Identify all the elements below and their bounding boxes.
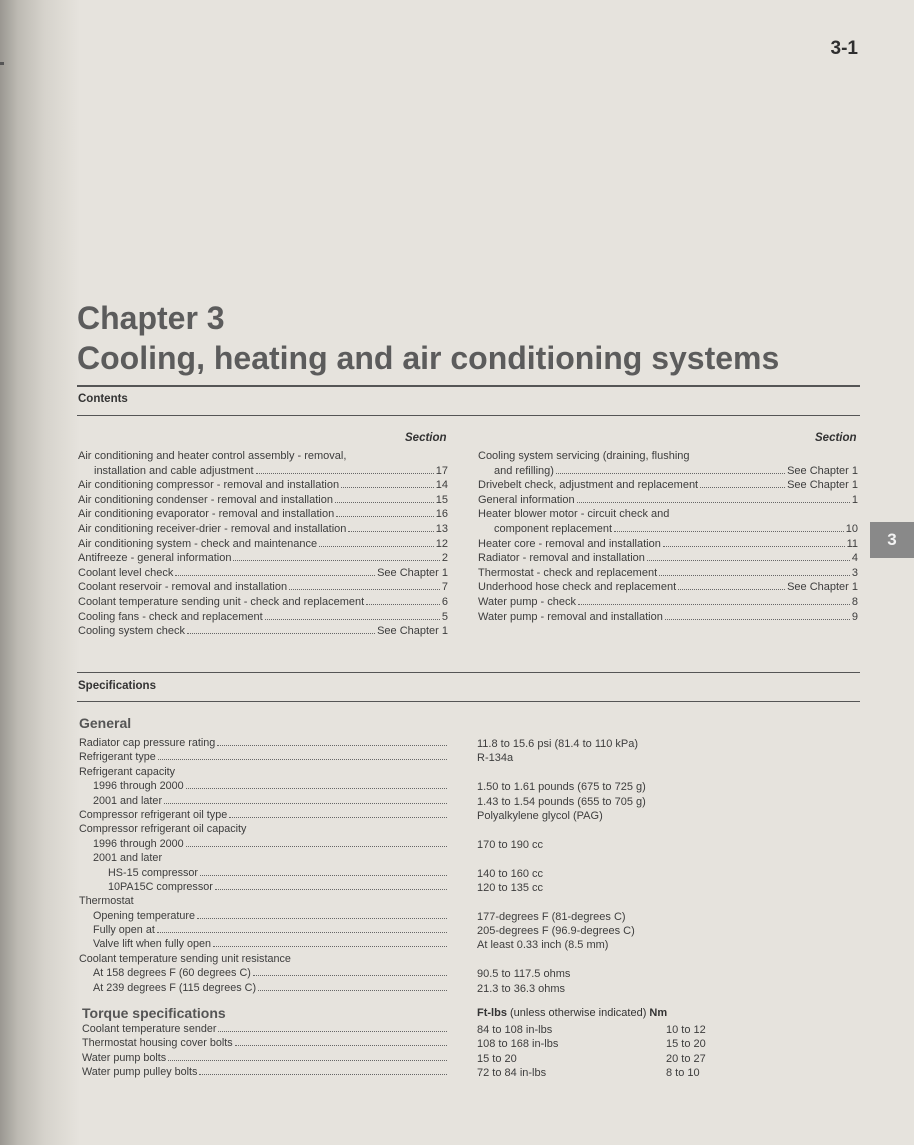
dot-leader [229, 817, 447, 818]
spec-label: HS-15 compressor [108, 866, 199, 879]
dot-leader [659, 575, 850, 576]
toc-entry-section: 11 [846, 537, 858, 550]
spec-value: 11.8 to 15.6 psi (81.4 to 110 kPa) [477, 738, 639, 750]
spec-label: Thermostat [79, 895, 134, 908]
general-spec-values [477, 737, 646, 996]
spec-label: 1996 through 2000 [93, 837, 184, 850]
spec-row [79, 982, 449, 996]
dot-leader [213, 946, 447, 947]
toc-entry-section: 5 [441, 610, 448, 623]
toc-entry-title: Cooling fans - check and replacement [78, 610, 263, 623]
dot-leader [175, 575, 375, 576]
torque-units-nm: Nm [649, 1007, 668, 1019]
page-number: 3-1 [830, 38, 858, 59]
spec-value: 1.43 to 1.54 pounds (655 to 705 g) [477, 795, 646, 808]
right-section-heading: Section [815, 432, 857, 444]
dot-leader [678, 589, 785, 590]
dot-leader [157, 932, 447, 933]
spec-label: 10PA15C compressor [108, 880, 213, 893]
torque-label: Thermostat housing cover bolts [82, 1037, 233, 1050]
toc-entry [78, 595, 448, 610]
spec-label: Fully open at [93, 924, 155, 937]
toc-entry [78, 624, 448, 639]
spec-label: 2001 and later [93, 794, 163, 807]
toc-entry [478, 566, 858, 581]
spec-row [79, 924, 449, 938]
spec-value [477, 766, 646, 780]
torque-label: Coolant temperature sender [82, 1023, 217, 1035]
page-spine-shadow [0, 0, 80, 1145]
spec-row [79, 852, 449, 866]
toc-entry-title: component replacement [494, 522, 613, 535]
dot-leader [217, 745, 447, 746]
spec-label: Coolant temperature sending unit resistance [79, 952, 291, 965]
toc-entry-section: 6 [441, 595, 448, 608]
spec-value: 177-degrees F (81-degrees C) [477, 910, 626, 923]
toc-entry-section: See Chapter 1 [787, 581, 858, 594]
torque-nm: 10 to 12 [666, 1024, 706, 1036]
toc-entry [478, 449, 858, 464]
dot-leader [289, 589, 440, 590]
dot-leader [253, 975, 447, 976]
dot-leader [164, 803, 447, 804]
toc-entry [78, 507, 448, 522]
title-rule [77, 385, 860, 387]
toc-entry-section: 13 [435, 522, 448, 535]
spec-value: R-134a [477, 752, 514, 765]
spec-row [79, 823, 449, 837]
torque-value-row [477, 1052, 706, 1066]
toc-entry [78, 464, 448, 479]
spec-row [79, 737, 449, 751]
toc-entry-title: Drivebelt check, adjustment and replacement [478, 479, 699, 492]
dot-leader [578, 604, 850, 605]
torque-ftlbs: 15 to 20 [477, 1052, 517, 1065]
toc-entry-section: 2 [441, 552, 448, 565]
torque-heading: Torque specifications [82, 1005, 226, 1021]
toc-entry [478, 537, 858, 552]
dot-leader [168, 1060, 447, 1061]
contents-right-column [478, 449, 858, 624]
dot-leader [256, 473, 434, 474]
spec-row [79, 910, 449, 924]
spec-label: Refrigerant capacity [79, 765, 176, 778]
toc-entry [78, 580, 448, 595]
toc-entry-section: 15 [435, 493, 448, 506]
toc-entry [78, 493, 448, 508]
dot-leader [665, 619, 850, 620]
spec-value: 140 to 160 cc [477, 867, 544, 880]
spec-label: Valve lift when fully open [93, 938, 212, 951]
spec-row [79, 751, 449, 765]
spec-label: Compressor refrigerant oil type [79, 808, 228, 821]
toc-entry-section: 16 [435, 508, 448, 521]
torque-row [82, 1052, 449, 1066]
contents-label: Contents [78, 393, 128, 405]
toc-entry-section: See Chapter 1 [377, 625, 448, 638]
toc-entry-title: Thermostat - check and replacement [478, 566, 658, 579]
toc-entry [478, 478, 858, 493]
dot-leader [186, 788, 447, 789]
toc-entry-section: 9 [851, 610, 858, 623]
toc-entry [478, 522, 858, 537]
toc-entry-section: See Chapter 1 [787, 464, 858, 477]
torque-value-row [477, 1023, 706, 1037]
spec-value [477, 953, 646, 967]
toc-entry-title: General information [478, 493, 575, 506]
toc-entry-section: 10 [845, 522, 858, 535]
dot-leader [186, 846, 447, 847]
spec-label: At 158 degrees F (60 degrees C) [93, 967, 251, 980]
spec-row [79, 867, 449, 881]
spec-row [79, 881, 449, 895]
general-spec-labels [79, 737, 449, 996]
specifications-rule-bottom [77, 701, 860, 702]
dot-leader [215, 889, 447, 890]
toc-entry-section: 17 [435, 464, 448, 477]
dot-leader [556, 473, 785, 474]
spec-row [79, 967, 449, 981]
spec-row [79, 795, 449, 809]
toc-entry-title: Cooling system check [78, 625, 185, 638]
toc-entry-section: See Chapter 1 [377, 566, 448, 579]
torque-units-ftlbs: Ft-lbs [477, 1007, 507, 1019]
torque-ftlbs: 84 to 108 in-lbs [477, 1024, 553, 1036]
spec-value: 120 to 135 cc [477, 881, 544, 894]
toc-entry-title: Water pump - check [478, 595, 577, 608]
left-section-heading: Section [405, 432, 447, 444]
toc-entry [478, 595, 858, 610]
toc-entry-title: and refilling) [494, 464, 554, 477]
spec-value: 205-degrees F (96.9-degrees C) [477, 925, 635, 938]
toc-entry-section: 14 [435, 479, 448, 492]
dot-leader [341, 487, 434, 488]
torque-ftlbs: 108 to 168 in-lbs [477, 1038, 559, 1051]
chapter-number-heading: Chapter 3 [77, 300, 225, 336]
toc-entry-title: Underhood hose check and replacement [478, 581, 677, 594]
toc-entry-title: Coolant temperature sending unit - check and replacement [78, 595, 365, 608]
contents-left-column [78, 449, 448, 639]
toc-entry [478, 493, 858, 508]
dot-leader [265, 619, 440, 620]
toc-entry-title: Air conditioning compressor - removal and installation [78, 479, 340, 492]
torque-spec-values [477, 1023, 706, 1081]
toc-entry-title: Heater core - removal and installation [478, 537, 661, 550]
dot-leader [335, 502, 434, 503]
spec-label: Compressor refrigerant oil capacity [79, 823, 247, 836]
toc-entry-title: Water pump - removal and installation [478, 610, 663, 623]
spec-value: 1.50 to 1.61 pounds (675 to 725 g) [477, 781, 646, 794]
spec-row [79, 938, 449, 952]
toc-entry [78, 537, 448, 552]
toc-entry-section: See Chapter 1 [787, 479, 858, 492]
dot-leader [366, 604, 440, 605]
torque-units-header [477, 1007, 667, 1019]
toc-entry-section: 12 [435, 537, 448, 550]
torque-nm: 8 to 10 [666, 1067, 700, 1080]
spec-value: Polyalkylene glycol (PAG) [477, 809, 603, 822]
toc-entry-title: Air conditioning receiver-drier - removal and installation [78, 522, 347, 535]
spec-row [79, 838, 449, 852]
dot-leader [319, 546, 434, 547]
toc-entry-title: Coolant level check [78, 566, 174, 579]
torque-spec-labels [82, 1023, 449, 1081]
dot-leader [258, 990, 447, 991]
toc-entry-title: Air conditioning evaporator - removal and installation [78, 508, 335, 521]
torque-value-row [477, 1037, 706, 1051]
dot-leader [199, 1074, 447, 1075]
spec-value: 21.3 to 36.3 ohms [477, 982, 566, 995]
toc-entry-title: Air conditioning condenser - removal and installation [78, 493, 333, 506]
toc-entry [78, 449, 448, 464]
dot-leader [187, 633, 375, 634]
specifications-label: Specifications [78, 680, 156, 692]
spec-value [477, 895, 646, 909]
spec-row [79, 895, 449, 909]
spec-label: Opening temperature [93, 909, 196, 922]
toc-entry-title: Coolant reservoir - removal and installation [78, 581, 288, 594]
torque-ftlbs: 72 to 84 in-lbs [477, 1067, 547, 1080]
toc-entry [78, 522, 448, 537]
torque-row [82, 1023, 449, 1037]
torque-row [82, 1066, 449, 1080]
toc-entry-title: Heater blower motor - circuit check and [478, 508, 670, 521]
spec-value: 90.5 to 117.5 ohms [477, 968, 571, 981]
spec-value: At least 0.33 inch (8.5 mm) [477, 939, 609, 952]
dot-leader [235, 1045, 447, 1046]
dot-leader [647, 560, 850, 561]
spec-value: 170 to 190 cc [477, 838, 544, 851]
spec-row [79, 953, 449, 967]
toc-entry [478, 464, 858, 479]
specifications-rule-top [77, 672, 860, 673]
toc-entry-section: 7 [441, 581, 448, 594]
toc-entry [478, 551, 858, 566]
torque-units-note: (unless otherwise indicated) [506, 1007, 650, 1019]
chapter-thumb-tab: 3 [870, 522, 914, 558]
toc-entry [478, 507, 858, 522]
toc-entry [78, 551, 448, 566]
dot-leader [197, 918, 447, 919]
spec-row [79, 809, 449, 823]
dot-leader [663, 546, 845, 547]
spec-label: 2001 and later [93, 852, 163, 865]
spec-row [79, 780, 449, 794]
chapter-title: Cooling, heating and air conditioning systems [77, 340, 780, 376]
toc-entry [78, 566, 448, 581]
dot-leader [348, 531, 433, 532]
dot-leader [158, 759, 447, 760]
toc-entry [478, 580, 858, 595]
toc-entry [78, 610, 448, 625]
spec-label: Refrigerant type [79, 751, 156, 764]
toc-entry [478, 610, 858, 625]
spec-value [477, 823, 646, 837]
spec-row [79, 766, 449, 780]
toc-entry-title: Air conditioning and heater control assembly - removal, [78, 450, 347, 462]
spec-value [477, 852, 646, 866]
dot-leader [577, 502, 850, 503]
torque-nm: 20 to 27 [666, 1052, 706, 1065]
toc-entry-title: Antifreeze - general information [78, 552, 232, 565]
contents-rule [77, 415, 860, 416]
toc-entry-title: installation and cable adjustment [94, 464, 254, 477]
spec-label: Radiator cap pressure rating [79, 737, 216, 749]
dot-leader [200, 875, 447, 876]
toc-entry-title: Radiator - removal and installation [478, 552, 645, 565]
toc-entry-section: 1 [851, 493, 858, 506]
dot-leader [336, 516, 434, 517]
spec-label: At 239 degrees F (115 degrees C) [93, 981, 257, 994]
toc-entry-title: Cooling system servicing (draining, flushing [478, 450, 690, 462]
toc-entry-title: Air conditioning system - check and maintenance [78, 537, 318, 550]
torque-row [82, 1037, 449, 1051]
torque-label: Water pump bolts [82, 1051, 167, 1064]
torque-nm: 15 to 20 [666, 1038, 706, 1051]
torque-label: Water pump pulley bolts [82, 1066, 198, 1079]
general-heading: General [79, 715, 132, 731]
dot-leader [614, 531, 844, 532]
toc-entry-section: 8 [851, 595, 858, 608]
edge-mark [0, 62, 4, 65]
toc-entry-section: 4 [851, 552, 858, 565]
toc-entry-section: 3 [851, 566, 858, 579]
dot-leader [700, 487, 785, 488]
dot-leader [233, 560, 439, 561]
spec-label: 1996 through 2000 [93, 780, 184, 793]
toc-entry [78, 478, 448, 493]
dot-leader [218, 1031, 447, 1032]
torque-value-row [477, 1066, 706, 1080]
